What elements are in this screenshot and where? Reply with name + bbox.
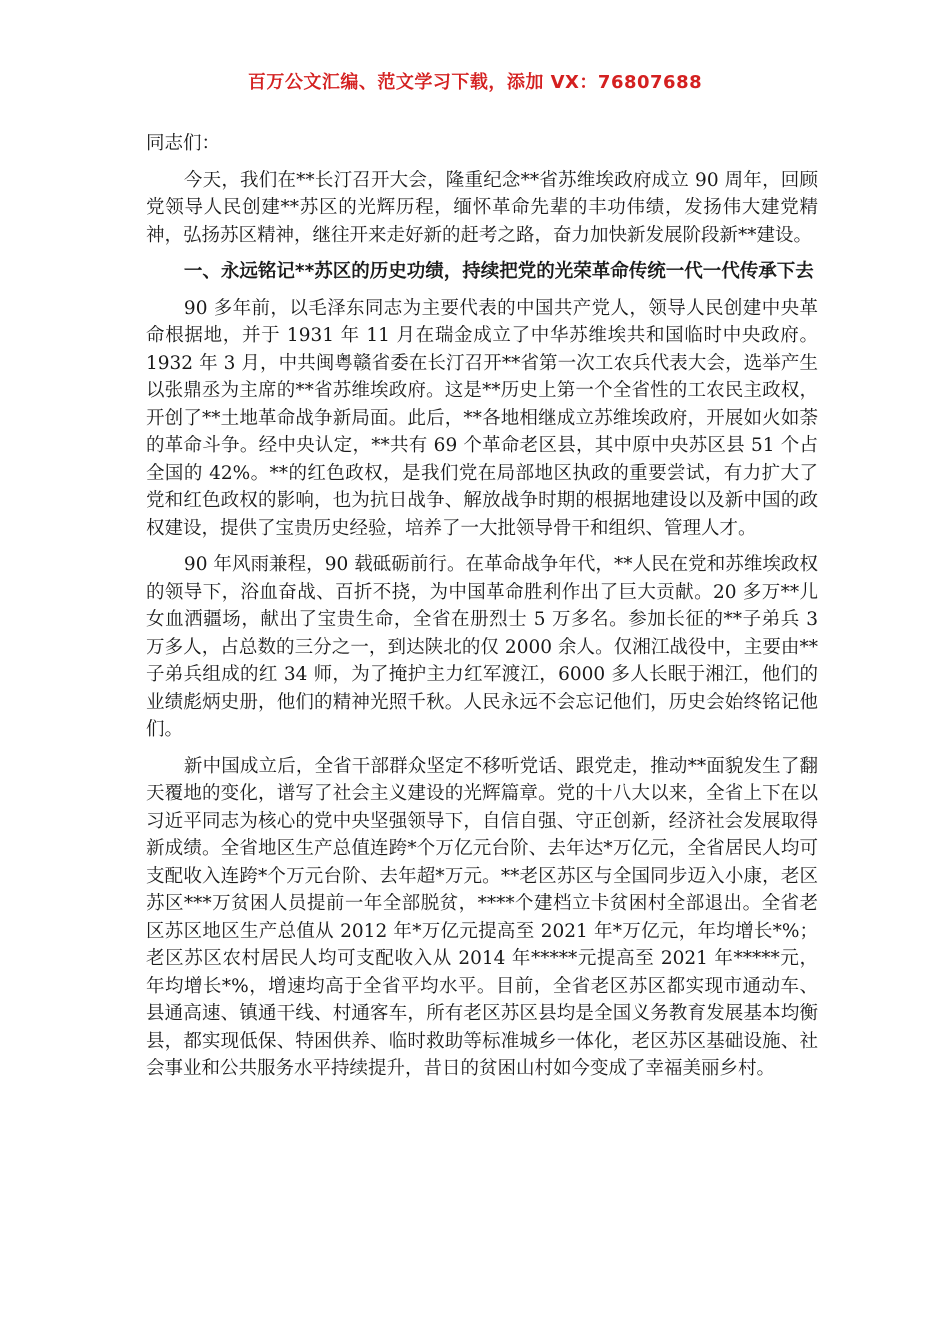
body-paragraph: 90 多年前，以毛泽东同志为主要代表的中国共产党人，领导人民创建中央革命根据地，并于 1931 年 11 月在瑞金成立了中华苏维埃共和国临时中央政府。1932 年 3 月，中共闽粤赣省委在长汀召开**省第一次工农兵代表大会，选举产生以张鼎丞为主席的**省苏维埃政府。这是**历史上第一个全省性的工农民主政权，开创了**土地革命战争新局面。此后，**各地相继成立苏维埃政府，开展如火如荼的革命斗争。经中央认定，**共有 69 个革命老区县，其中原中央苏区县 51 个占全国的 42%。**的红色政权，是我们党在局部地区执政的重要尝试，有力扩大了党和红色政权的影响，也为抗日战争、解放战争时期的根据地建设以及新中国的政权建设，提供了宝贵历史经验，培养了一大批领导骨干和组织、管理人才。: [146, 297, 818, 539]
salutation: 同志们：: [146, 133, 221, 154]
body-paragraph: 90 年风雨兼程，90 载砥砺前行。在革命战争年代，**人民在党和苏维埃政权的领导下，浴血奋战、百折不挠，为中国革命胜利作出了巨大贡献。20 多万**儿女血洒疆场，献出了宝贵生命，全省在册烈士 5 万多名。参加长征的**子弟兵 3 万多人，占总数的三分之一，到达陕北的仅 2000 余人。仅湘江战役中，主要由**子弟兵组成的红 34 师，为了掩护主力红军渡江，6000 多人长眠于湘江，他们的业绩彪炳史册，他们的精神光照千秋。人民永远不会忘记他们，历史会始终铭记他们。: [146, 554, 818, 740]
document-body: [146, 130, 818, 1092]
intro-paragraph: 今天，我们在**长汀召开大会，隆重纪念**省苏维埃政府成立 90 周年，回顾党领导人民创建**苏区的光辉历程，缅怀革命先辈的丰功伟绩，发扬伟大建党精神，弘扬苏区精神，继往开来走好新的赶考之路，奋力加快新发展阶段新**建设。: [146, 169, 818, 246]
section-heading: 一、永远铭记**苏区的历史功绩，持续把党的光荣革命传统一代一代传承下去: [183, 261, 814, 282]
body-paragraph: 新中国成立后，全省干部群众坚定不移听党话、跟党走，推动**面貌发生了翻天覆地的变化，谱写了社会主义建设的光辉篇章。党的十八大以来，全省上下在以习近平同志为核心的党中央坚强领导下，自信自强、守正创新，经济社会发展取得新成绩。全省地区生产总值连跨*个万亿元台阶、去年达*万亿元，全省居民人均可支配收入连跨*个万元台阶、去年超*万元。**老区苏区与全国同步迈入小康，老区苏区***万贫困人员提前一年全部脱贫，****个建档立卡贫困村全部退出。全省老区苏区地区生产总值从 2012 年*万亿元提高至 2021 年*万亿元，年均增长*%；老区苏区农村居民人均可支配收入从 2014 年*****元提高至 2021 年*****元，年均增长*%，增速均高于全省平均水平。目前，全省老区苏区都实现市通动车、县通高速、镇通干线、村通客车，所有老区苏区县均是全国义务教育发展基本均衡县，都实现低保、特困供养、临时救助等标准城乡一体化，老区苏区基础设施、社会事业和公共服务水平持续提升，昔日的贫困山村如今变成了幸福美丽乡村。: [146, 755, 818, 1079]
header-banner: 百万公文汇编、范文学习下载，添加 VX：76807688: [247, 72, 703, 93]
